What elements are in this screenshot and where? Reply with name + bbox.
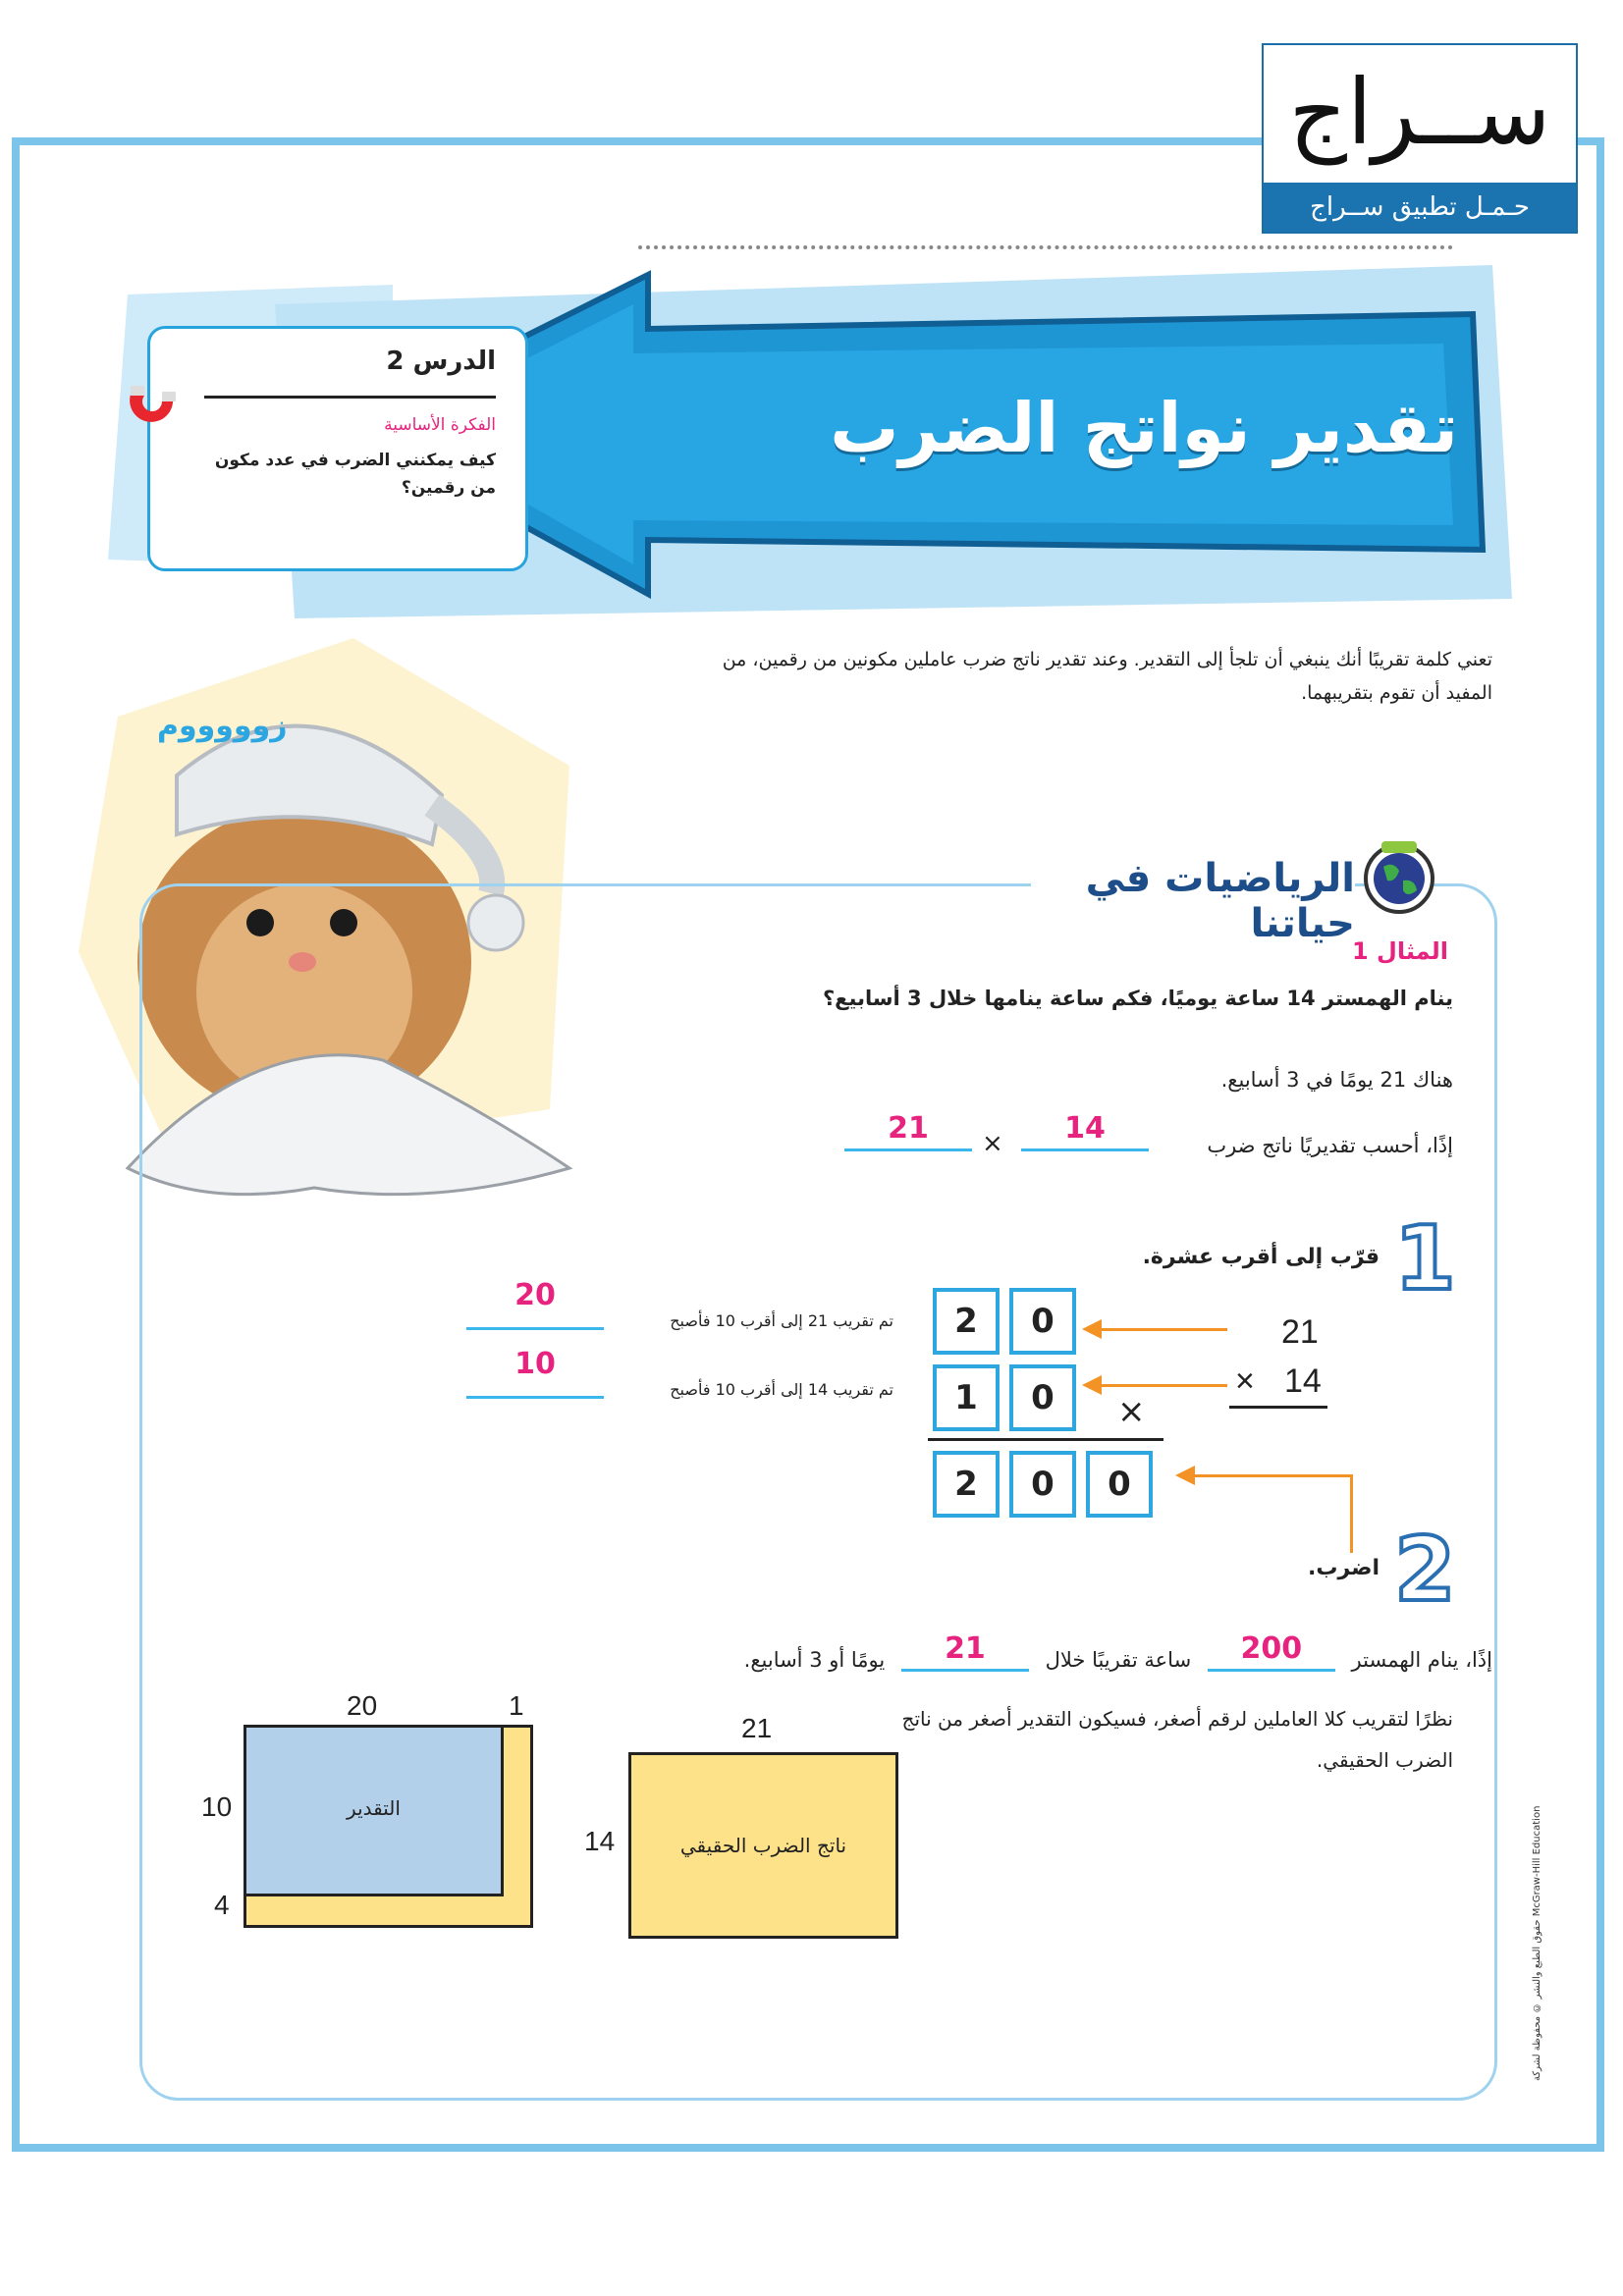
step-1-number: 1 — [1394, 1207, 1456, 1310]
cell-times-sign: × — [1117, 1392, 1146, 1431]
round-arrow-line — [1100, 1384, 1227, 1387]
intro-paragraph: تعني كلمة تقريبًا أنك ينبغي أن تلجأ إلى التقدير. وعند تقدير ناتج ضرب عاملين مكونين من رقمين، من المفيد أن تقوم بتقريبهما. — [722, 649, 1492, 704]
conclusion-text: نظرًا لتقريب كلا العاملين لرقم أصغر، فسيكون التقدير أصغر من ناتج الضرب الحقيقي. — [901, 1707, 1453, 1772]
actual-product-rect — [628, 1752, 898, 1939]
estimate-top-extra-label: 1 — [509, 1690, 524, 1721]
logo-tagline: حـمـل تطبيق ســراج — [1264, 183, 1576, 232]
rounded-21-answer[interactable]: 20 — [514, 1278, 556, 1312]
word-problem: ينام الهمستر 14 ساعة يوميًا، فكم ساعة ينامها خلال 3 أسابيع؟ — [822, 987, 1453, 1010]
answer-blank-21[interactable]: 21 — [901, 1629, 1029, 1672]
magnet-icon — [123, 380, 182, 439]
actual-top-label: 21 — [741, 1713, 773, 1743]
round-arrow-line — [1100, 1328, 1227, 1331]
estimate-side-extra-label: 4 — [214, 1890, 230, 1920]
digit-cell: 0 — [1009, 1364, 1076, 1431]
lesson-number: الدرس 2 — [386, 347, 496, 376]
step-1-label: قرّب إلى أقرب عشرة. — [1142, 1245, 1380, 1269]
section-title: الرياضيات في حياتنا — [1031, 856, 1355, 909]
arrow-head-icon — [1082, 1375, 1102, 1395]
main-idea-label: الفكرة الأساسية — [384, 415, 496, 435]
rounding-note-14: تم تقريب 14 إلى أقرب 10 فأصبح — [670, 1380, 893, 1399]
digit-cell: 0 — [1009, 1288, 1076, 1355]
estimate-side-label: 10 — [201, 1791, 233, 1822]
factor-21: 21 — [1281, 1313, 1319, 1351]
vertical-times-sign: × — [1235, 1362, 1255, 1400]
digit-cell: 2 — [933, 1288, 1000, 1355]
days-statement: هناك 21 يومًا في 3 أسابيع. — [1220, 1068, 1453, 1092]
rounded-14-answer[interactable]: 10 — [514, 1347, 556, 1381]
logo-word: ســراج — [1288, 60, 1551, 165]
answer-blank-200[interactable]: 200 — [1208, 1629, 1335, 1672]
side-credit: حقوق الطبع والنشر © محفوظة لشركة McGraw-Hill Education — [1532, 1805, 1542, 2081]
times-sign: × — [982, 1129, 1003, 1158]
answer-part3: يومًا أو 3 أسابيع. — [743, 1648, 886, 1672]
actual-product-label: ناتج الضرب الحقيقي — [679, 1834, 847, 1857]
sum-rule — [928, 1438, 1163, 1441]
estimate-inner-rect — [243, 1725, 504, 1896]
step-2-number: 2 — [1394, 1519, 1456, 1622]
digit-cell: 2 — [933, 1451, 1000, 1518]
factor-blank-14[interactable]: 14 — [1021, 1109, 1149, 1151]
answer-sentence — [628, 1629, 1492, 1679]
lesson-card — [147, 326, 528, 571]
digit-cell: 0 — [1086, 1451, 1153, 1518]
arrow-head-icon — [1175, 1466, 1195, 1485]
estimate-top-label: 20 — [347, 1690, 378, 1721]
digit-cell: 1 — [933, 1364, 1000, 1431]
answer-line — [466, 1327, 604, 1330]
card-divider — [204, 396, 496, 399]
actual-side-label: 14 — [584, 1826, 616, 1856]
step-2-label: اضرب. — [1308, 1556, 1380, 1580]
factor-blank-21[interactable]: 21 — [844, 1109, 972, 1151]
lesson-title: تقدير نواتج الضرب — [830, 388, 1458, 468]
rounding-note-21: تم تقريب 21 إلى أقرب 10 فأصبح — [670, 1311, 893, 1330]
digit-cell: 0 — [1009, 1451, 1076, 1518]
vertical-rule — [1229, 1406, 1327, 1409]
answer-part1: إذًا، ينام الهمستر — [1351, 1648, 1492, 1672]
estimate-statement: إذًا، أحسب تقديريًا ناتج ضرب — [1207, 1134, 1453, 1157]
factor-14: 14 — [1284, 1362, 1322, 1400]
example-label: المثال 1 — [1351, 937, 1448, 965]
multiply-arrow-vertical — [1350, 1474, 1353, 1553]
answer-line — [466, 1396, 604, 1399]
main-idea-question: كيف يمكنني الضرب في عدد مكون من رقمين؟ — [214, 451, 496, 498]
siraj-logo[interactable] — [1262, 43, 1578, 234]
multiply-arrow-line — [1193, 1474, 1352, 1477]
globe-icon — [1360, 839, 1438, 918]
snore-text: زوووووم — [157, 709, 288, 743]
arrow-head-icon — [1082, 1319, 1102, 1339]
estimate-label: التقدير — [347, 1796, 401, 1820]
answer-part2: ساعة تقريبًا خلال — [1045, 1648, 1192, 1672]
